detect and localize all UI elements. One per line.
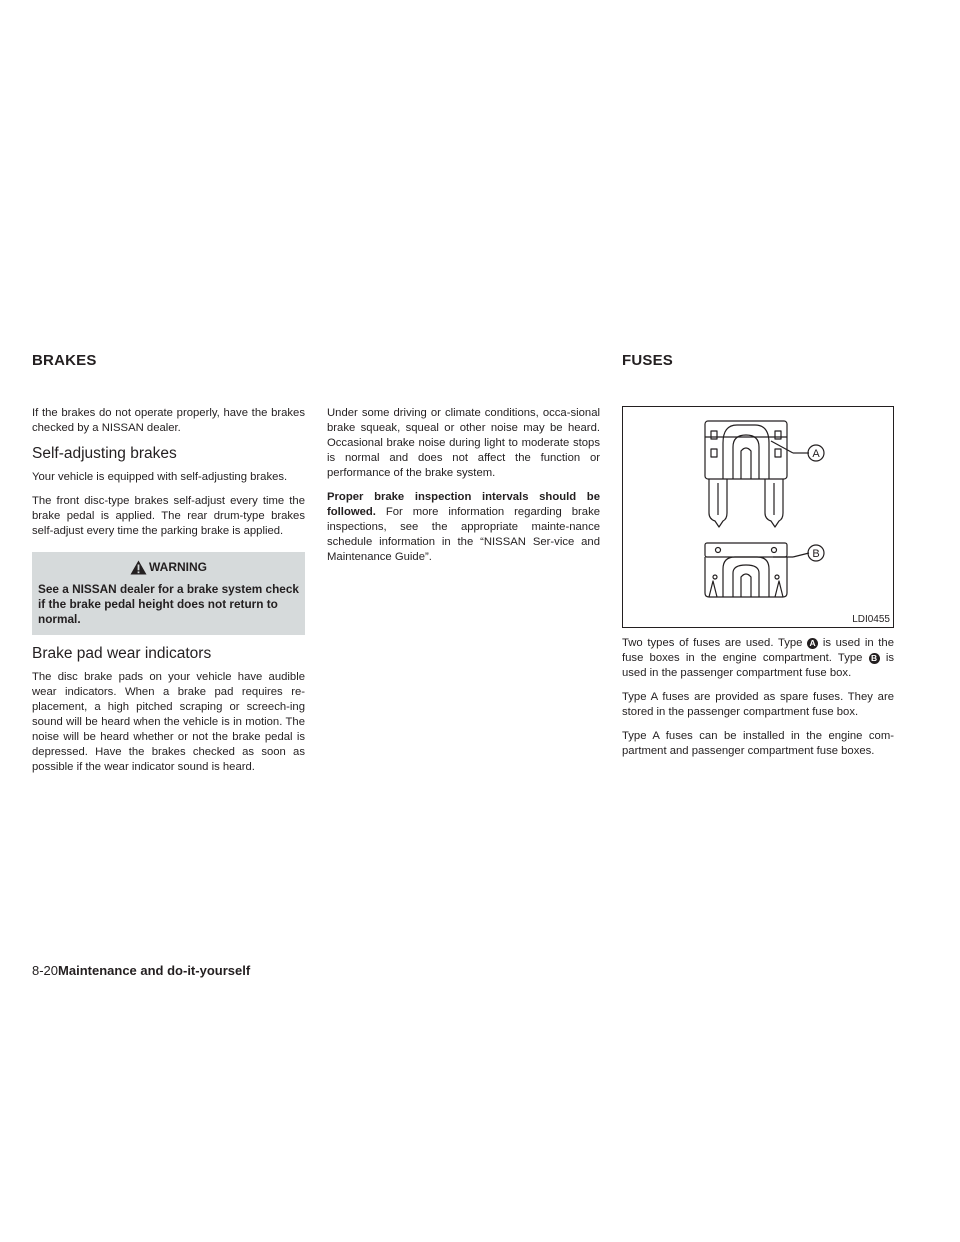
warning-icon [130,560,147,575]
heading-self-adjusting: Self-adjusting brakes [32,445,177,462]
marker-a: A [807,638,818,649]
figure-label-a: A [812,448,820,460]
marker-b: B [869,653,880,664]
section-title-brakes: BRAKES [32,352,97,369]
warning-title: WARNING [149,560,207,574]
inspection-rest: For more information regarding brake inspections, see the appropriate mainte-nance schedule information in the “NISSAN Ser-vice and Maintenance Guide”. [327,506,600,563]
figure-code: LDI0455 [852,614,890,625]
brake-noise-paragraph: Under some driving or climate conditions, occa-sional brake squeak, squeal or other noise may be heard. Occasional brake noise during light to moderate stops is normal and does not affect the function or performance of the brake system. [327,407,600,479]
column-brakes-1 [32,406,305,784]
heading-brake-pad: Brake pad wear indicators [32,645,212,662]
self-adjusting-paragraph-1: Your vehicle is equipped with self-adjusting brakes. [32,471,288,483]
self-adjusting-paragraph-2: The front disc-type brakes self-adjust every time the brake pedal is applied. The rear drum-type brakes self-adjust every time the parking brake is applied. [32,495,305,537]
column-fuses [622,636,894,768]
warning-header [38,552,299,582]
section-title-fuses: FUSES [622,352,674,369]
fuse-figure [622,406,894,628]
intro-paragraph: If the brakes do not operate properly, have the brakes checked by a NISSAN dealer. [32,407,305,434]
fuse-illustration [623,407,893,627]
fuse-types-text-1: Two types of fuses are used. Type [622,637,808,649]
brake-pad-paragraph: The disc brake pads on your vehicle have audible wear indicators. When a brake pad requires re-placement, a high pitched scraping or screech-ing sound will be heard when the vehicle is in motion. The noise will be heard whether or not the brake pedal is depressed. Have the brakes checked as soon as possible if the wear indicator sound is heard. [32,671,305,773]
inspection-paragraph [327,490,600,565]
page-number: 8-20 [32,963,59,978]
fuse-types-paragraph [622,636,894,681]
warning-text: See a NISSAN dealer for a brake system check if the brake pedal height does not return to normal. [38,582,299,626]
spare-fuses-paragraph: Type A fuses are provided as spare fuses. They are stored in the passenger compartment fuse box. [622,691,894,718]
figure-label-b: B [812,548,820,560]
warning-box [32,552,305,635]
fuse-types-text-3: is used in the passenger compartment fuse box. [622,652,894,679]
fuse-types-text-2: is used in the fuse boxes in the engine compartment. Type [622,637,894,664]
inspection-bold: Proper brake inspection intervals should be followed. [327,491,600,518]
install-paragraph: Type A fuses can be installed in the engine com-partment and passenger compartment fuse boxes. [622,730,894,757]
page-footer [32,963,250,978]
chapter-title: Maintenance and do-it-yourself [58,963,251,978]
column-brakes-2 [327,406,600,574]
